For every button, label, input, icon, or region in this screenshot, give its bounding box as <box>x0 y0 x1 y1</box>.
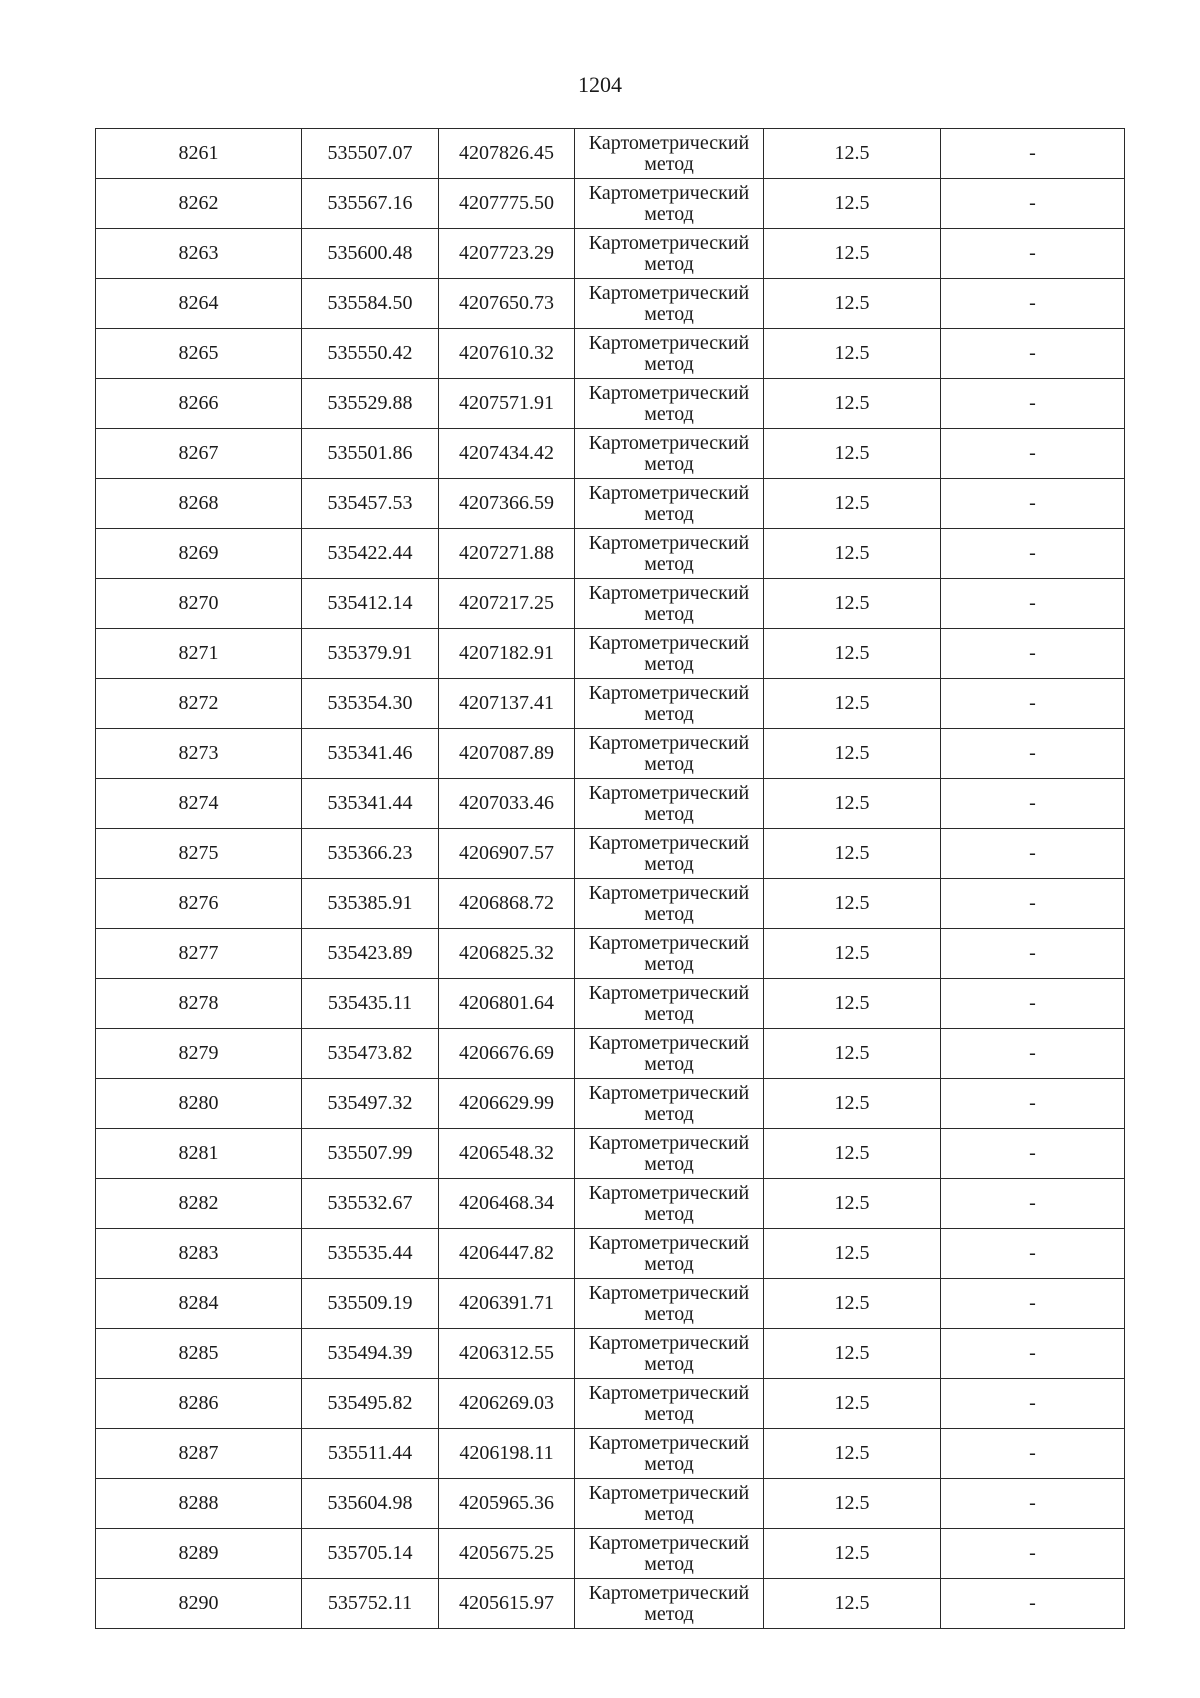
x-coordinate-cell: 535501.86 <box>302 429 439 479</box>
table-row <box>96 1529 1125 1579</box>
note-cell: - <box>941 479 1125 529</box>
table-row <box>96 1129 1125 1179</box>
method-cell <box>575 979 764 1029</box>
method-cell <box>575 829 764 879</box>
accuracy-cell: 12.5 <box>764 1429 941 1479</box>
point-number-cell: 8271 <box>96 629 302 679</box>
note-cell: - <box>941 179 1125 229</box>
x-coordinate-cell: 535423.89 <box>302 929 439 979</box>
method-text-line2: метод <box>644 852 694 875</box>
method-text-line1: Картометрический <box>588 1031 750 1054</box>
accuracy-cell: 12.5 <box>764 1479 941 1529</box>
y-coordinate-cell: 4206825.32 <box>439 929 575 979</box>
note-cell: - <box>941 1329 1125 1379</box>
note-cell: - <box>941 1529 1125 1579</box>
accuracy-cell: 12.5 <box>764 829 941 879</box>
table-row <box>96 1179 1125 1229</box>
accuracy-cell: 12.5 <box>764 529 941 579</box>
accuracy-cell: 12.5 <box>764 879 941 929</box>
method-text-line1: Картометрический <box>588 1331 750 1354</box>
y-coordinate-cell: 4206391.71 <box>439 1279 575 1329</box>
x-coordinate-cell: 535529.88 <box>302 379 439 429</box>
method-text-line2: метод <box>644 452 694 475</box>
method-cell <box>575 479 764 529</box>
method-text-line1: Картометрический <box>588 681 750 704</box>
method-text-line1: Картометрический <box>588 131 750 154</box>
method-text-line2: метод <box>644 1002 694 1025</box>
note-cell: - <box>941 1179 1125 1229</box>
note-cell: - <box>941 679 1125 729</box>
point-number-cell: 8265 <box>96 329 302 379</box>
x-coordinate-cell: 535435.11 <box>302 979 439 1029</box>
x-coordinate-cell: 535497.32 <box>302 1079 439 1129</box>
method-cell <box>575 1229 764 1279</box>
method-cell <box>575 529 764 579</box>
note-cell: - <box>941 1229 1125 1279</box>
x-coordinate-cell: 535412.14 <box>302 579 439 629</box>
note-cell: - <box>941 529 1125 579</box>
y-coordinate-cell: 4207087.89 <box>439 729 575 779</box>
method-text-line2: метод <box>644 1302 694 1325</box>
accuracy-cell: 12.5 <box>764 779 941 829</box>
method-cell <box>575 1129 764 1179</box>
x-coordinate-cell: 535507.99 <box>302 1129 439 1179</box>
y-coordinate-cell: 4207217.25 <box>439 579 575 629</box>
table-row <box>96 979 1125 1029</box>
y-coordinate-cell: 4206269.03 <box>439 1379 575 1429</box>
x-coordinate-cell: 535550.42 <box>302 329 439 379</box>
note-cell: - <box>941 279 1125 329</box>
method-text-line2: метод <box>644 952 694 975</box>
accuracy-cell: 12.5 <box>764 279 941 329</box>
x-coordinate-cell: 535532.67 <box>302 1179 439 1229</box>
point-number-cell: 8273 <box>96 729 302 779</box>
accuracy-cell: 12.5 <box>764 1179 941 1229</box>
method-text-line1: Картометрический <box>588 1481 750 1504</box>
method-text-line1: Картометрический <box>588 1181 750 1204</box>
accuracy-cell: 12.5 <box>764 179 941 229</box>
method-cell <box>575 879 764 929</box>
table-row <box>96 1429 1125 1479</box>
y-coordinate-cell: 4207182.91 <box>439 629 575 679</box>
point-number-cell: 8288 <box>96 1479 302 1529</box>
note-cell: - <box>941 229 1125 279</box>
note-cell: - <box>941 879 1125 929</box>
accuracy-cell: 12.5 <box>764 629 941 679</box>
accuracy-cell: 12.5 <box>764 479 941 529</box>
point-number-cell: 8267 <box>96 429 302 479</box>
table-row <box>96 779 1125 829</box>
note-cell: - <box>941 929 1125 979</box>
method-text-line2: метод <box>644 902 694 925</box>
method-text-line2: метод <box>644 752 694 775</box>
y-coordinate-cell: 4205615.97 <box>439 1579 575 1629</box>
x-coordinate-cell: 535604.98 <box>302 1479 439 1529</box>
method-cell <box>575 279 764 329</box>
y-coordinate-cell: 4206468.34 <box>439 1179 575 1229</box>
y-coordinate-cell: 4207571.91 <box>439 379 575 429</box>
table-row <box>96 429 1125 479</box>
table-row <box>96 1279 1125 1329</box>
accuracy-cell: 12.5 <box>764 429 941 479</box>
point-number-cell: 8287 <box>96 1429 302 1479</box>
accuracy-cell: 12.5 <box>764 929 941 979</box>
point-number-cell: 8289 <box>96 1529 302 1579</box>
method-cell <box>575 1479 764 1529</box>
method-text-line1: Картометрический <box>588 181 750 204</box>
method-text-line1: Картометрический <box>588 1281 750 1304</box>
accuracy-cell: 12.5 <box>764 1079 941 1129</box>
table-row <box>96 1579 1125 1629</box>
table-row <box>96 729 1125 779</box>
method-text-line1: Картометрический <box>588 481 750 504</box>
method-text-line2: метод <box>644 1552 694 1575</box>
method-text-line1: Картометрический <box>588 931 750 954</box>
accuracy-cell: 12.5 <box>764 1529 941 1579</box>
accuracy-cell: 12.5 <box>764 1029 941 1079</box>
coordinates-table <box>95 128 1125 1629</box>
note-cell: - <box>941 579 1125 629</box>
point-number-cell: 8283 <box>96 1229 302 1279</box>
table-row <box>96 1379 1125 1429</box>
x-coordinate-cell: 535495.82 <box>302 1379 439 1429</box>
y-coordinate-cell: 4207610.32 <box>439 329 575 379</box>
accuracy-cell: 12.5 <box>764 1329 941 1379</box>
point-number-cell: 8279 <box>96 1029 302 1079</box>
method-text-line1: Картометрический <box>588 381 750 404</box>
method-text-line1: Картометрический <box>588 1131 750 1154</box>
note-cell: - <box>941 1429 1125 1479</box>
method-text-line2: метод <box>644 652 694 675</box>
y-coordinate-cell: 4207650.73 <box>439 279 575 329</box>
table-row <box>96 379 1125 429</box>
point-number-cell: 8270 <box>96 579 302 629</box>
y-coordinate-cell: 4207434.42 <box>439 429 575 479</box>
method-text-line2: метод <box>644 1252 694 1275</box>
accuracy-cell: 12.5 <box>764 1229 941 1279</box>
method-text-line2: метод <box>644 702 694 725</box>
method-text-line1: Картометрический <box>588 1431 750 1454</box>
point-number-cell: 8286 <box>96 1379 302 1429</box>
point-number-cell: 8263 <box>96 229 302 279</box>
method-text-line1: Картометрический <box>588 631 750 654</box>
accuracy-cell: 12.5 <box>764 979 941 1029</box>
method-text-line2: метод <box>644 152 694 175</box>
method-text-line1: Картометрический <box>588 781 750 804</box>
method-text-line1: Картометрический <box>588 281 750 304</box>
x-coordinate-cell: 535567.16 <box>302 179 439 229</box>
method-text-line2: метод <box>644 302 694 325</box>
note-cell: - <box>941 1029 1125 1079</box>
note-cell: - <box>941 1579 1125 1629</box>
point-number-cell: 8290 <box>96 1579 302 1629</box>
table-row <box>96 229 1125 279</box>
method-text-line1: Картометрический <box>588 981 750 1004</box>
x-coordinate-cell: 535341.46 <box>302 729 439 779</box>
method-text-line2: метод <box>644 1602 694 1625</box>
table-row <box>96 929 1125 979</box>
method-cell <box>575 679 764 729</box>
y-coordinate-cell: 4205675.25 <box>439 1529 575 1579</box>
method-text-line2: метод <box>644 1452 694 1475</box>
note-cell: - <box>941 1479 1125 1529</box>
x-coordinate-cell: 535507.07 <box>302 129 439 179</box>
page-number: 1204 <box>578 72 622 97</box>
table-row <box>96 329 1125 379</box>
table-row <box>96 1479 1125 1529</box>
method-cell <box>575 779 764 829</box>
method-cell <box>575 429 764 479</box>
method-cell <box>575 1279 764 1329</box>
point-number-cell: 8264 <box>96 279 302 329</box>
accuracy-cell: 12.5 <box>764 1579 941 1629</box>
x-coordinate-cell: 535473.82 <box>302 1029 439 1079</box>
accuracy-cell: 12.5 <box>764 229 941 279</box>
x-coordinate-cell: 535509.19 <box>302 1279 439 1329</box>
note-cell: - <box>941 1129 1125 1179</box>
table-row <box>96 1079 1125 1129</box>
method-text-line1: Картометрический <box>588 1081 750 1104</box>
table-row <box>96 829 1125 879</box>
note-cell: - <box>941 629 1125 679</box>
table-body <box>96 129 1125 1629</box>
method-text-line1: Картометрический <box>588 531 750 554</box>
table-row <box>96 679 1125 729</box>
method-text-line2: метод <box>644 402 694 425</box>
x-coordinate-cell: 535494.39 <box>302 1329 439 1379</box>
note-cell: - <box>941 829 1125 879</box>
note-cell: - <box>941 129 1125 179</box>
point-number-cell: 8285 <box>96 1329 302 1379</box>
note-cell: - <box>941 429 1125 479</box>
note-cell: - <box>941 979 1125 1029</box>
accuracy-cell: 12.5 <box>764 379 941 429</box>
method-text-line2: метод <box>644 1202 694 1225</box>
method-cell <box>575 1329 764 1379</box>
method-text-line2: метод <box>644 1102 694 1125</box>
note-cell: - <box>941 379 1125 429</box>
method-text-line1: Картометрический <box>588 331 750 354</box>
table-row <box>96 529 1125 579</box>
method-cell <box>575 229 764 279</box>
y-coordinate-cell: 4207723.29 <box>439 229 575 279</box>
note-cell: - <box>941 1279 1125 1329</box>
point-number-cell: 8262 <box>96 179 302 229</box>
method-cell <box>575 1579 764 1629</box>
point-number-cell: 8277 <box>96 929 302 979</box>
method-cell <box>575 1079 764 1129</box>
table-row <box>96 1029 1125 1079</box>
y-coordinate-cell: 4207775.50 <box>439 179 575 229</box>
method-text-line1: Картометрический <box>588 581 750 604</box>
x-coordinate-cell: 535535.44 <box>302 1229 439 1279</box>
method-text-line2: метод <box>644 502 694 525</box>
y-coordinate-cell: 4206198.11 <box>439 1429 575 1479</box>
note-cell: - <box>941 1079 1125 1129</box>
x-coordinate-cell: 535379.91 <box>302 629 439 679</box>
note-cell: - <box>941 729 1125 779</box>
method-text-line2: метод <box>644 1052 694 1075</box>
method-cell <box>575 929 764 979</box>
x-coordinate-cell: 535354.30 <box>302 679 439 729</box>
table-row <box>96 579 1125 629</box>
method-cell <box>575 1429 764 1479</box>
method-cell <box>575 1029 764 1079</box>
point-number-cell: 8268 <box>96 479 302 529</box>
method-text-line1: Картометрический <box>588 1231 750 1254</box>
method-text-line2: метод <box>644 252 694 275</box>
x-coordinate-cell: 535511.44 <box>302 1429 439 1479</box>
y-coordinate-cell: 4207033.46 <box>439 779 575 829</box>
x-coordinate-cell: 535385.91 <box>302 879 439 929</box>
method-cell <box>575 179 764 229</box>
point-number-cell: 8278 <box>96 979 302 1029</box>
method-cell <box>575 1379 764 1429</box>
method-text-line2: метод <box>644 602 694 625</box>
accuracy-cell: 12.5 <box>764 1279 941 1329</box>
point-number-cell: 8269 <box>96 529 302 579</box>
x-coordinate-cell: 535366.23 <box>302 829 439 879</box>
point-number-cell: 8282 <box>96 1179 302 1229</box>
point-number-cell: 8281 <box>96 1129 302 1179</box>
method-text-line2: метод <box>644 202 694 225</box>
method-cell <box>575 579 764 629</box>
method-text-line1: Картометрический <box>588 1531 750 1554</box>
point-number-cell: 8261 <box>96 129 302 179</box>
method-text-line2: метод <box>644 1152 694 1175</box>
x-coordinate-cell: 535752.11 <box>302 1579 439 1629</box>
method-cell <box>575 729 764 779</box>
method-cell <box>575 1179 764 1229</box>
y-coordinate-cell: 4206312.55 <box>439 1329 575 1379</box>
y-coordinate-cell: 4206907.57 <box>439 829 575 879</box>
point-number-cell: 8275 <box>96 829 302 879</box>
method-text-line1: Картометрический <box>588 731 750 754</box>
note-cell: - <box>941 779 1125 829</box>
accuracy-cell: 12.5 <box>764 129 941 179</box>
x-coordinate-cell: 535422.44 <box>302 529 439 579</box>
accuracy-cell: 12.5 <box>764 1129 941 1179</box>
table-row <box>96 279 1125 329</box>
table-row <box>96 879 1125 929</box>
y-coordinate-cell: 4205965.36 <box>439 1479 575 1529</box>
point-number-cell: 8272 <box>96 679 302 729</box>
accuracy-cell: 12.5 <box>764 729 941 779</box>
point-number-cell: 8274 <box>96 779 302 829</box>
x-coordinate-cell: 535600.48 <box>302 229 439 279</box>
method-text-line2: метод <box>644 802 694 825</box>
method-cell <box>575 379 764 429</box>
method-text-line2: метод <box>644 1352 694 1375</box>
method-cell <box>575 129 764 179</box>
y-coordinate-cell: 4206868.72 <box>439 879 575 929</box>
method-text-line2: метод <box>644 1502 694 1525</box>
table-row <box>96 179 1125 229</box>
y-coordinate-cell: 4207826.45 <box>439 129 575 179</box>
x-coordinate-cell: 535705.14 <box>302 1529 439 1579</box>
accuracy-cell: 12.5 <box>764 679 941 729</box>
method-text-line1: Картометрический <box>588 431 750 454</box>
table-row <box>96 479 1125 529</box>
y-coordinate-cell: 4206676.69 <box>439 1029 575 1079</box>
method-text-line1: Картометрический <box>588 881 750 904</box>
point-number-cell: 8284 <box>96 1279 302 1329</box>
note-cell: - <box>941 1379 1125 1429</box>
y-coordinate-cell: 4207366.59 <box>439 479 575 529</box>
table-row <box>96 1229 1125 1279</box>
accuracy-cell: 12.5 <box>764 1379 941 1429</box>
method-cell <box>575 1529 764 1579</box>
accuracy-cell: 12.5 <box>764 579 941 629</box>
y-coordinate-cell: 4206447.82 <box>439 1229 575 1279</box>
method-text-line2: метод <box>644 352 694 375</box>
table-row <box>96 1329 1125 1379</box>
y-coordinate-cell: 4207271.88 <box>439 529 575 579</box>
x-coordinate-cell: 535584.50 <box>302 279 439 329</box>
method-text-line1: Картометрический <box>588 1581 750 1604</box>
method-cell <box>575 329 764 379</box>
y-coordinate-cell: 4206548.32 <box>439 1129 575 1179</box>
y-coordinate-cell: 4207137.41 <box>439 679 575 729</box>
y-coordinate-cell: 4206629.99 <box>439 1079 575 1129</box>
x-coordinate-cell: 535457.53 <box>302 479 439 529</box>
y-coordinate-cell: 4206801.64 <box>439 979 575 1029</box>
point-number-cell: 8266 <box>96 379 302 429</box>
table-row <box>96 629 1125 679</box>
method-text-line1: Картометрический <box>588 831 750 854</box>
method-text-line2: метод <box>644 552 694 575</box>
method-text-line1: Картометрический <box>588 231 750 254</box>
point-number-cell: 8280 <box>96 1079 302 1129</box>
point-number-cell: 8276 <box>96 879 302 929</box>
method-text-line2: метод <box>644 1402 694 1425</box>
x-coordinate-cell: 535341.44 <box>302 779 439 829</box>
method-cell <box>575 629 764 679</box>
table-row <box>96 129 1125 179</box>
accuracy-cell: 12.5 <box>764 329 941 379</box>
method-text-line1: Картометрический <box>588 1381 750 1404</box>
note-cell: - <box>941 329 1125 379</box>
